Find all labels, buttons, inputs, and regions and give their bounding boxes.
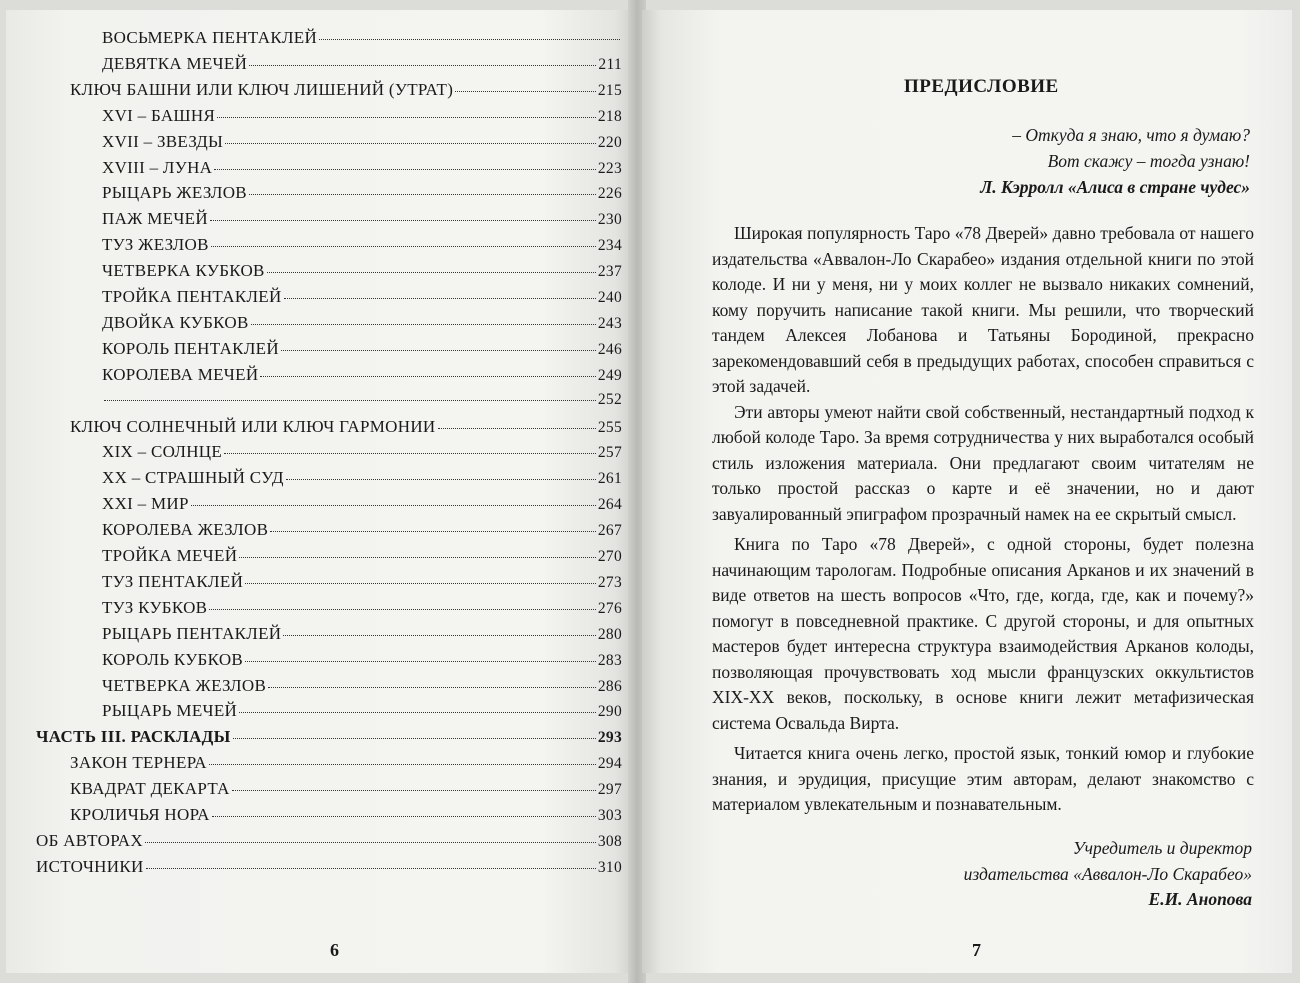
- toc-entry-label: РЫЦАРЬ МЕЧЕЙ: [102, 701, 238, 721]
- toc-entry-page: 240: [597, 289, 622, 306]
- toc-leader-dots: [251, 324, 596, 325]
- toc-entry-label: ЧЕТВЕРКА ЖЕЗЛОВ: [102, 675, 267, 695]
- toc-entry-page: 283: [597, 651, 622, 669]
- toc-entry-page: 286: [597, 677, 622, 695]
- toc-entry: [70, 753, 622, 775]
- toc-entry-label: РЫЦАРЬ ПЕНТАКЛЕЙ: [102, 623, 282, 643]
- toc-leader-dots: [232, 790, 596, 791]
- toc-entry-page: 257: [597, 444, 622, 462]
- toc-leader-dots: [146, 868, 596, 869]
- toc-entry-page: 246: [597, 340, 622, 358]
- paragraph: Эти авторы умеют найти свой собственный, нестандартный подход к любой колоде Таро. За время сотрудничества у них выработался особый стиль изложения материала. Они предлагают своим читателям не только простой рассказ о карте и её значении, но и дают завуалированный эпиграфом прозрачный намек на ее скрытый смысл.: [712, 401, 1254, 524]
- toc-entry-page: 270: [597, 548, 622, 565]
- toc-entry-page: 273: [597, 573, 622, 591]
- epigraph-line: Вот скажу – тогда узнаю!: [1047, 151, 1250, 171]
- toc-entry-label: КЛЮЧ БАШНИ ИЛИ КЛЮЧ ЛИШЕНИЙ (УТРАТ): [70, 79, 454, 99]
- toc-entry: [102, 391, 622, 413]
- toc-leader-dots: [224, 453, 596, 454]
- toc-leader-dots: [455, 91, 596, 92]
- toc-leader-dots: [225, 143, 596, 144]
- toc-entry-label: КОРОЛЕВА ЖЕЗЛОВ: [102, 520, 269, 540]
- toc-entry: [102, 339, 622, 361]
- toc-entry: [70, 779, 622, 801]
- toc-entry: [36, 857, 622, 879]
- epigraph-line: – Откуда я знаю, что я думаю?: [1012, 125, 1250, 145]
- toc-leader-dots: [233, 738, 596, 739]
- toc-leader-dots: [438, 428, 596, 429]
- toc-entry-label: XXI – МИР: [102, 494, 189, 514]
- toc-leader-dots: [281, 350, 596, 351]
- toc-entry: [102, 701, 622, 723]
- toc-leader-dots: [245, 583, 596, 584]
- toc-entry: [102, 183, 622, 205]
- toc-entry-page: 310: [597, 858, 622, 876]
- toc-entry-label: ПАЖ МЕЧЕЙ: [102, 209, 208, 229]
- toc-entry: [36, 831, 622, 853]
- toc-entry: [102, 365, 622, 387]
- paragraph: Книга по Таро «78 Дверей», с одной стороны, будет полезна начинающим тарологам. Подробные описания Арканов и их значений в виде ответов на шесть вопросов «Что, где, когда, где, как и почему?» помогут в повседневной практике. С другой стороны, и для опытных мастеров будет интересна структура взаимодействия Арканов колоды, позволяющая прочувствовать ход мысли французских оккультистов XIX-XX веков, поскольку, в основе книги лежит метафизическая система Освальда Вирта.: [712, 534, 1254, 733]
- toc-leader-dots: [268, 687, 596, 688]
- toc-leader-dots: [191, 505, 596, 506]
- signature-organization: издательства «Аввалон-Ло Скарабео»: [963, 863, 1252, 884]
- toc-leader-dots: [145, 842, 596, 843]
- toc-entry-page: 280: [597, 625, 622, 643]
- toc-leader-dots: [249, 65, 596, 66]
- toc-leader-dots: [210, 220, 596, 221]
- toc-entry-label: XVIII – ЛУНА: [102, 157, 213, 177]
- toc-entry: [102, 676, 622, 698]
- toc-entry: [102, 650, 622, 672]
- signature-name: Е.И. Анопова: [1148, 889, 1252, 909]
- toc-entry-label: КОРОЛЕВА МЕЧЕЙ: [102, 364, 259, 384]
- toc-entry: [102, 158, 622, 180]
- toc-entry-label: ЧЕТВЕРКА КУБКОВ: [102, 261, 265, 281]
- toc-entry: [102, 54, 622, 76]
- toc-leader-dots: [239, 557, 596, 558]
- toc-entry: [102, 468, 622, 490]
- toc-entry-label: ИСТОЧНИКИ: [36, 856, 144, 876]
- toc-leader-dots: [260, 376, 595, 377]
- toc-entry-page: 215: [597, 81, 622, 99]
- toc-leader-dots: [283, 635, 595, 636]
- toc-entry: [102, 209, 622, 231]
- toc-entry-label: XVII – ЗВЕЗДЫ: [102, 131, 224, 151]
- toc-leader-dots: [217, 117, 596, 118]
- preface-body: [712, 221, 1254, 818]
- epigraph: [690, 122, 1250, 200]
- toc-entry-page: 261: [597, 470, 622, 488]
- toc-entry: [70, 805, 622, 827]
- right-page-number: 7: [972, 940, 981, 960]
- toc-entry-label: ДВОЙКА КУБКОВ: [102, 312, 249, 332]
- toc-entry-label: КЛЮЧ СОЛНЕЧНЫЙ ИЛИ КЛЮЧ ГАРМОНИИ: [70, 416, 436, 436]
- epigraph-attribution: Л. Кэрролл «Алиса в стране чудес»: [980, 177, 1250, 197]
- toc-entry-label: ТУЗ ЖЕЗЛОВ: [102, 235, 209, 255]
- toc-entry: [102, 287, 622, 309]
- toc-entry-page: 211: [598, 55, 622, 73]
- toc-entry-label: XIX – СОЛНЦЕ: [102, 442, 223, 462]
- toc-entry: [102, 261, 622, 283]
- toc-leader-dots: [214, 169, 596, 170]
- toc-leader-dots: [249, 194, 596, 195]
- toc-leader-dots: [319, 39, 620, 40]
- toc-entry-label: КРОЛИЧЬЯ НОРА: [70, 805, 210, 824]
- toc-leader-dots: [270, 531, 596, 532]
- toc-entry-page: 252: [597, 390, 622, 408]
- toc-leader-dots: [245, 661, 596, 662]
- toc-entry: [36, 727, 622, 749]
- toc-entry-label: КОРОЛЬ ПЕНТАКЛЕЙ: [102, 338, 279, 358]
- toc-entry-page: 294: [597, 755, 622, 773]
- toc-entry-page: 293: [597, 729, 622, 747]
- toc-entry-page: 218: [597, 107, 622, 125]
- toc-entry: [102, 442, 622, 464]
- toc-entry-page: 223: [597, 159, 622, 177]
- toc-entry-page: 243: [597, 314, 622, 332]
- paragraph: Читается книга очень легко, простой язык, тонкий юмор и глубокие знания, и эрудиция, присущие этим авторам, делают знакомство с материалом увлекательным и познавательным.: [712, 743, 1254, 814]
- page-title: ПРЕДИСЛОВИЕ: [904, 76, 1059, 97]
- toc-entry-page: 230: [597, 211, 622, 229]
- toc-entry: [102, 494, 622, 516]
- toc-leader-dots: [284, 298, 596, 299]
- toc-entry-page: 267: [597, 522, 622, 540]
- toc-entry-label: ЧАСТЬ III. РАСКЛАДЫ: [36, 727, 231, 747]
- toc-entry: [70, 80, 622, 102]
- toc-leader-dots: [286, 479, 596, 480]
- toc-leader-dots: [239, 712, 596, 713]
- toc-entry-page: 308: [597, 832, 622, 850]
- toc-entry: [70, 417, 622, 439]
- toc-entry: [102, 313, 622, 335]
- left-page: [6, 10, 634, 973]
- toc-entry: [102, 235, 622, 257]
- toc-entry-page: 290: [597, 703, 622, 721]
- toc-entry: [102, 132, 622, 154]
- toc-entry-page: 264: [597, 496, 622, 514]
- toc-leader-dots: [212, 816, 596, 817]
- left-page-number: 6: [330, 940, 339, 960]
- toc-entry-page: 234: [597, 237, 622, 255]
- toc-entry-page: 276: [597, 599, 622, 617]
- toc-entry-label: ЗАКОН ТЕРНЕРА: [70, 753, 207, 773]
- toc-entry-page: 226: [597, 185, 622, 203]
- signature: [732, 836, 1252, 913]
- toc-entry-label: ТУЗ ПЕНТАКЛЕЙ: [102, 571, 244, 591]
- toc-entry-page: 237: [597, 263, 622, 281]
- toc-entry-label: РЫЦАРЬ ЖЕЗЛОВ: [102, 183, 247, 203]
- toc-entry: [102, 28, 622, 50]
- toc-entry-page: 220: [597, 133, 622, 151]
- toc-entry-page: 303: [597, 807, 622, 824]
- toc-leader-dots: [209, 764, 596, 765]
- toc-entry-page: 255: [597, 418, 622, 436]
- toc-entry: [102, 106, 622, 128]
- toc-entry-label: КОРОЛЬ КУБКОВ: [102, 649, 244, 669]
- toc-entry-page: 249: [597, 366, 622, 384]
- paragraph: Широкая популярность Таро «78 Дверей» давно требовала от нашего издательства «Аввалон-Ло Скарабео» издания отдельной книги по этой колоде. И ни у меня, ни у моих коллег не вызвало никаких сомнений, кому поручить написание такой книги. Мы решили, что творческий тандем Алексея Лобанова и Татьяны Бородиной, прекрасно зарекомендовавший себя в предыдущих работах, способен справиться с этой задачей.: [712, 223, 1254, 396]
- toc-entry-label: ОБ АВТОРАХ: [36, 830, 143, 850]
- toc-entry-label: ТУЗ КУБКОВ: [102, 597, 208, 617]
- toc-entry-page: 297: [597, 781, 622, 799]
- toc-leader-dots: [209, 609, 596, 610]
- toc-leader-dots: [211, 246, 596, 247]
- toc-entry-label: ТРОЙКА ПЕНТАКЛЕЙ: [102, 287, 282, 306]
- toc-entry-label: КВАДРАТ ДЕКАРТА: [70, 779, 230, 799]
- toc-leader-dots: [267, 272, 596, 273]
- toc-entry-label: ВОСЬМЕРКА ПЕНТАКЛЕЙ: [102, 28, 318, 47]
- toc-entry-label: ДЕВЯТКА МЕЧЕЙ: [102, 53, 248, 73]
- toc-entry-label: XX – СТРАШНЫЙ СУД: [102, 468, 284, 488]
- toc-entry: [102, 598, 622, 620]
- toc-entry: [102, 546, 622, 568]
- toc-entry: [102, 624, 622, 646]
- toc-entry-label: XVI – БАШНЯ: [102, 105, 216, 125]
- toc-entry: [102, 520, 622, 542]
- toc-leader-dots: [104, 400, 596, 401]
- toc-entry: [102, 572, 622, 594]
- toc-entry-label: ТРОЙКА МЕЧЕЙ: [102, 546, 238, 565]
- signature-title: Учредитель и директор: [1072, 838, 1252, 858]
